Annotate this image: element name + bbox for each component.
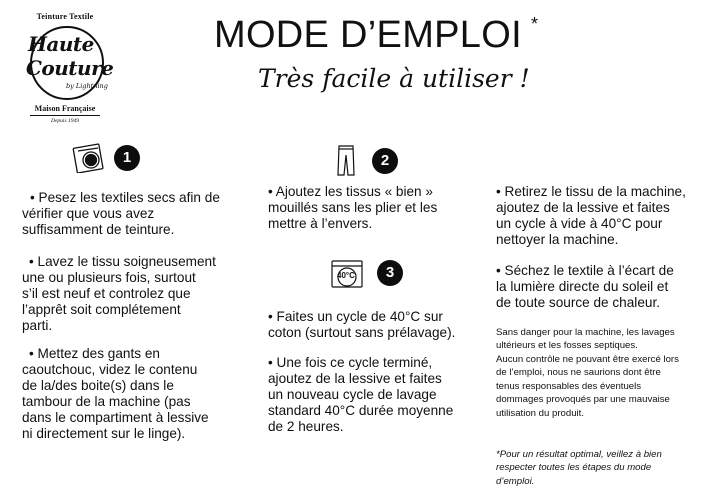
text-line: nettoyer la machine. [496, 232, 619, 247]
text-line: *Pour un résultat optimal, veillez à bien [496, 449, 662, 460]
text-line: • Séchez le textile à l’écart de [496, 263, 674, 278]
column1-para-wash [22, 254, 242, 334]
column3-para-remove [496, 184, 716, 248]
column2-para-add-fabric [268, 184, 483, 232]
text-line: un cycle à vide à 40°C pour [496, 216, 663, 231]
text-line: • Retirez le tissu de la machine, [496, 184, 686, 199]
title-asterisk: * [531, 14, 539, 34]
logo-brand-line1: Haute [28, 32, 94, 56]
text-line: • Une fois ce cycle terminé, [268, 355, 433, 370]
text-line: • Faites un cycle de 40°C sur [268, 309, 443, 324]
text-line: caoutchouc, videz le contenu [22, 362, 198, 377]
text-line: la lumière directe du soleil et [496, 279, 669, 294]
text-line: respecter toutes les étapes du mode [496, 462, 652, 474]
text-line: l’apprêt soit complétement [22, 302, 181, 317]
text-line: coton (surtout sans prélavage). [268, 325, 456, 340]
text-line: ajoutez de la lessive et faites [496, 200, 670, 215]
text-line: tenus responsables des éventuels [496, 380, 642, 392]
text-line: une ou plusieurs fois, surtout [22, 270, 196, 285]
page-title: MODE D’EMPLOI [214, 14, 522, 56]
text-line: dommages provoqués par une mauvaise [496, 394, 670, 406]
logo-top-line: Teinture Textile [36, 12, 94, 21]
logo-maison: Maison Française [34, 104, 96, 113]
column3-para-dry [496, 263, 716, 311]
text-line: Aucun contrôle ne pouvant être exercé lors [496, 354, 679, 365]
column3-optimal-note [496, 448, 708, 488]
text-line: ultérieurs et les fosses septiques. [496, 340, 638, 352]
text-line: dans le compartiment à lessive [22, 410, 209, 425]
wash-temperature-label: 40°C [337, 271, 355, 280]
text-line: mettre à l’envers. [268, 216, 373, 231]
column2-para-cycle [268, 309, 483, 341]
text-line: • Pesez les textiles secs afin de [30, 190, 220, 205]
column2-para-second-cycle [268, 355, 483, 435]
text-line: ajoutez de la lessive et faites [268, 371, 442, 386]
column3-safety-text [496, 326, 708, 353]
step-2-badge: 2 [372, 148, 398, 174]
text-line: Sans danger pour la machine, les lavages [496, 327, 675, 338]
washing-machine-icon [72, 143, 106, 173]
step-1-badge: 1 [114, 145, 140, 171]
text-line: • Mettez des gants en [29, 346, 160, 361]
text-line: de 2 heures. [268, 419, 344, 434]
step-3-badge: 3 [377, 260, 403, 286]
text-line: de toute source de chaleur. [496, 295, 660, 310]
text-line: ni directement sur le linge). [22, 426, 186, 441]
brand-logo [10, 8, 120, 126]
column1-para-weigh [22, 190, 242, 238]
logo-brand-line2: Couture [26, 56, 114, 80]
logo-by-line: by Lightning [66, 82, 108, 90]
trousers-icon [334, 143, 358, 177]
text-line: utilisation du produit. [496, 407, 584, 419]
text-line: de l’emploi, nous ne saurions dont être [496, 367, 661, 379]
text-line: d’emploi. [496, 475, 535, 487]
page-subtitle: Très facile à utiliser ! [258, 64, 530, 93]
text-line: standard 40°C durée moyenne [268, 403, 454, 418]
logo-depuis: Depuis 1949 [51, 118, 79, 124]
wash-40c-icon [330, 259, 364, 289]
text-line: s’il est neuf et controlez que [22, 286, 191, 301]
text-line: un nouveau cycle de lavage [268, 387, 437, 402]
text-line: vérifier que vous avez [22, 206, 155, 221]
logo-divider [30, 115, 100, 116]
text-line: tambour de la machine (pas [22, 394, 191, 409]
text-line: de la/des boite(s) dans le [22, 378, 174, 393]
column1-para-gloves [22, 346, 242, 442]
text-line: mouillés sans les plier et les [268, 200, 438, 215]
column3-disclaimer-text [496, 353, 708, 420]
text-line: parti. [22, 318, 53, 333]
text-line: suffisamment de teinture. [22, 222, 175, 237]
text-line: • Ajoutez les tissus « bien » [268, 184, 433, 199]
text-line: • Lavez le tissu soigneusement [29, 254, 216, 269]
